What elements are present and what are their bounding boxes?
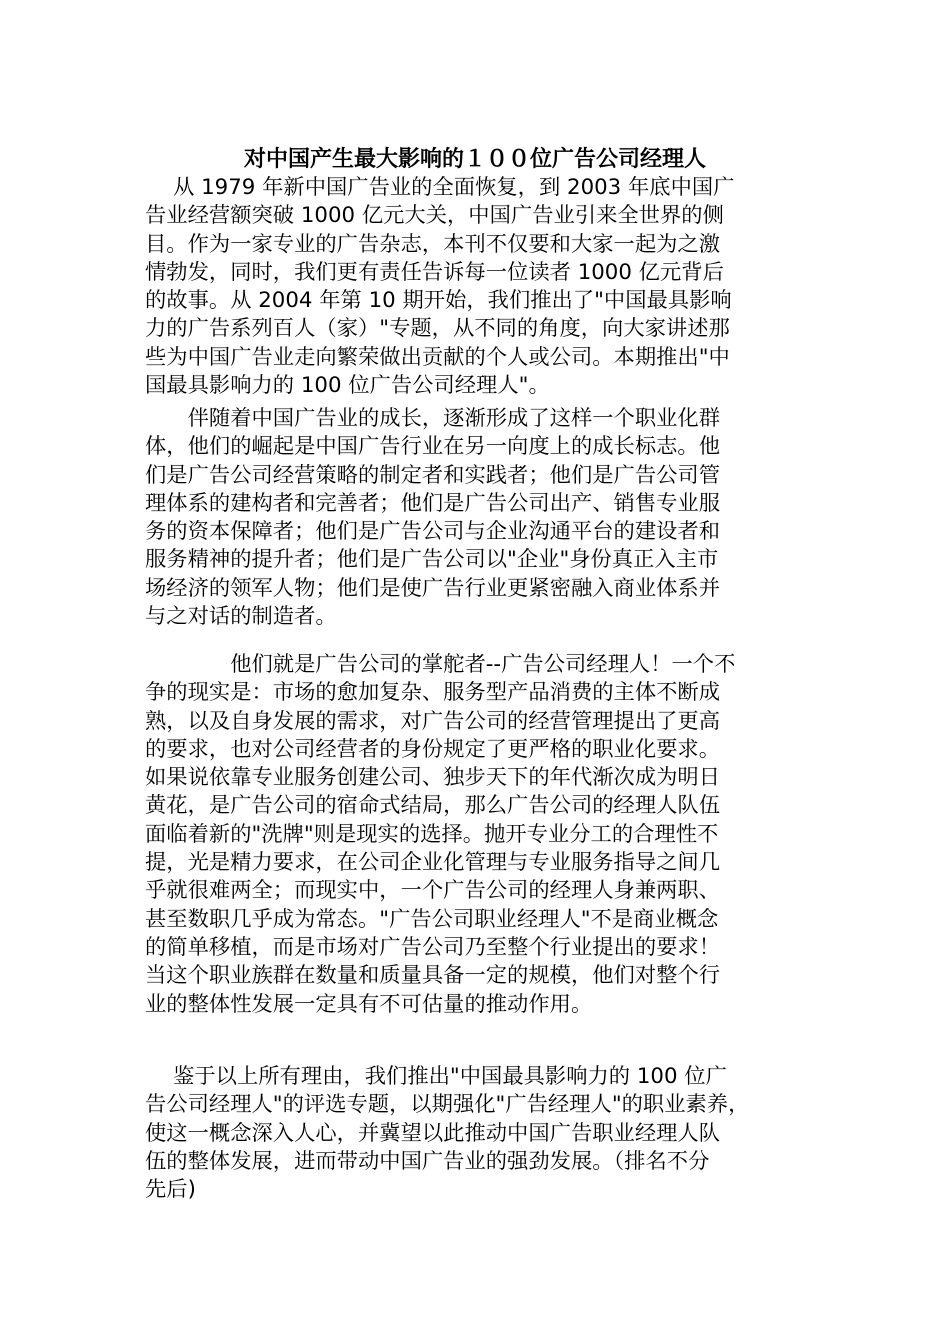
text-line: 告业经营额突破 1000 亿元大关，中国广告业引来全世界的侧 xyxy=(145,203,724,229)
text-line: 情勃发，同时，我们更有责任告诉每一位读者 1000 亿元背后 xyxy=(145,259,724,285)
text-line: 体，他们的崛起是中国广告行业在另一向度上的成长标志。他 xyxy=(145,434,721,460)
text-line: 乎就很难两全；而现实中，一个广告公司的经理人身兼两职、 xyxy=(145,878,721,904)
text-line: 伴随着中国广告业的成长，逐渐形成了这样一个职业化群 xyxy=(145,406,721,431)
paragraph-profession xyxy=(145,405,811,631)
text-line: 们是广告公司经营策略的制定者和实践者；他们是广告公司管 xyxy=(145,462,721,488)
text-line: 业的整体性发展一定具有不可估量的推动作用。 xyxy=(145,991,593,1017)
text-line: 务的资本保障者；他们是广告公司与企业沟通平台的建设者和 xyxy=(145,519,721,545)
text-line: 黄花，是广告公司的宿命式结局，那么广告公司的经理人队伍 xyxy=(145,793,721,819)
text-line: 场经济的领军人物；他们是使广告行业更紧密融入商业体系并 xyxy=(145,575,721,601)
text-line: 理体系的建构者和完善者；他们是广告公司出产、销售专业服 xyxy=(145,490,721,516)
text-line: 甚至数职几乎成为常态。"广告公司职业经理人"不是商业概念 xyxy=(145,906,719,932)
text-line: 告公司经理人"的评选专题，以期强化"广告经理人"的职业素养， xyxy=(145,1092,750,1118)
text-line: 从 1979 年新中国广告业的全面恢复，到 2003 年底中国广 xyxy=(145,175,735,200)
text-line: 力的广告系列百人（家）"专题，从不同的角度，向大家讲述那 xyxy=(145,316,730,342)
text-line: 面临着新的"洗牌"则是现实的选择。抛开专业分工的合理性不 xyxy=(145,821,719,847)
text-line: 国最具影响力的 100 位广告公司经理人"。 xyxy=(145,373,550,399)
paragraph-intro xyxy=(145,174,811,400)
text-line: 熟，以及自身发展的需求，对广告公司的经营管理提出了更高 xyxy=(145,708,721,734)
text-line: 与之对话的制造者。 xyxy=(145,604,337,630)
paragraph-helmsmen xyxy=(145,651,811,1019)
text-line: 争的现实是：市场的愈加复杂、服务型产品消费的主体不断成 xyxy=(145,680,721,706)
text-line: 的故事。从 2004 年第 10 期开始，我们推出了"中国最具影响 xyxy=(145,288,732,314)
text-line: 当这个职业族群在数量和质量具备一定的规模，他们对整个行 xyxy=(145,963,721,989)
text-line: 目。作为一家专业的广告杂志，本刊不仅要和大家一起为之激 xyxy=(145,231,721,257)
text-line: 他们就是广告公司的掌舵者--广告公司经理人！一个不 xyxy=(145,652,736,677)
text-line: 些为中国广告业走向繁荣做出贡献的个人或公司。本期推出"中 xyxy=(145,344,730,370)
text-line: 服务精神的提升者；他们是广告公司以"企业"身份真正入主市 xyxy=(145,547,719,573)
text-line: 使这一概念深入人心，并冀望以此推动中国广告职业经理人队 xyxy=(145,1120,721,1146)
text-line: 先后) xyxy=(145,1177,196,1203)
text-line: 提，光是精力要求，在公司企业化管理与专业服务指导之间几 xyxy=(145,850,721,876)
text-line: 鉴于以上所有理由，我们推出"中国最具影响力的 100 位广 xyxy=(145,1064,727,1089)
text-line: 如果说依靠专业服务创建公司、独步天下的年代渐次成为明日 xyxy=(145,765,721,791)
document-title: 对中国产生最大影响的１００位广告公司经理人 xyxy=(243,147,706,172)
text-line: 的要求，也对公司经营者的身份规定了更严格的职业化要求。 xyxy=(145,736,721,762)
text-line: 伍的整体发展，进而带动中国广告业的强劲发展。（排名不分 xyxy=(145,1148,710,1174)
text-line: 的简单移植，而是市场对广告公司乃至整个行业提出的要求！ xyxy=(145,934,721,960)
paragraph-conclusion xyxy=(145,1063,811,1204)
